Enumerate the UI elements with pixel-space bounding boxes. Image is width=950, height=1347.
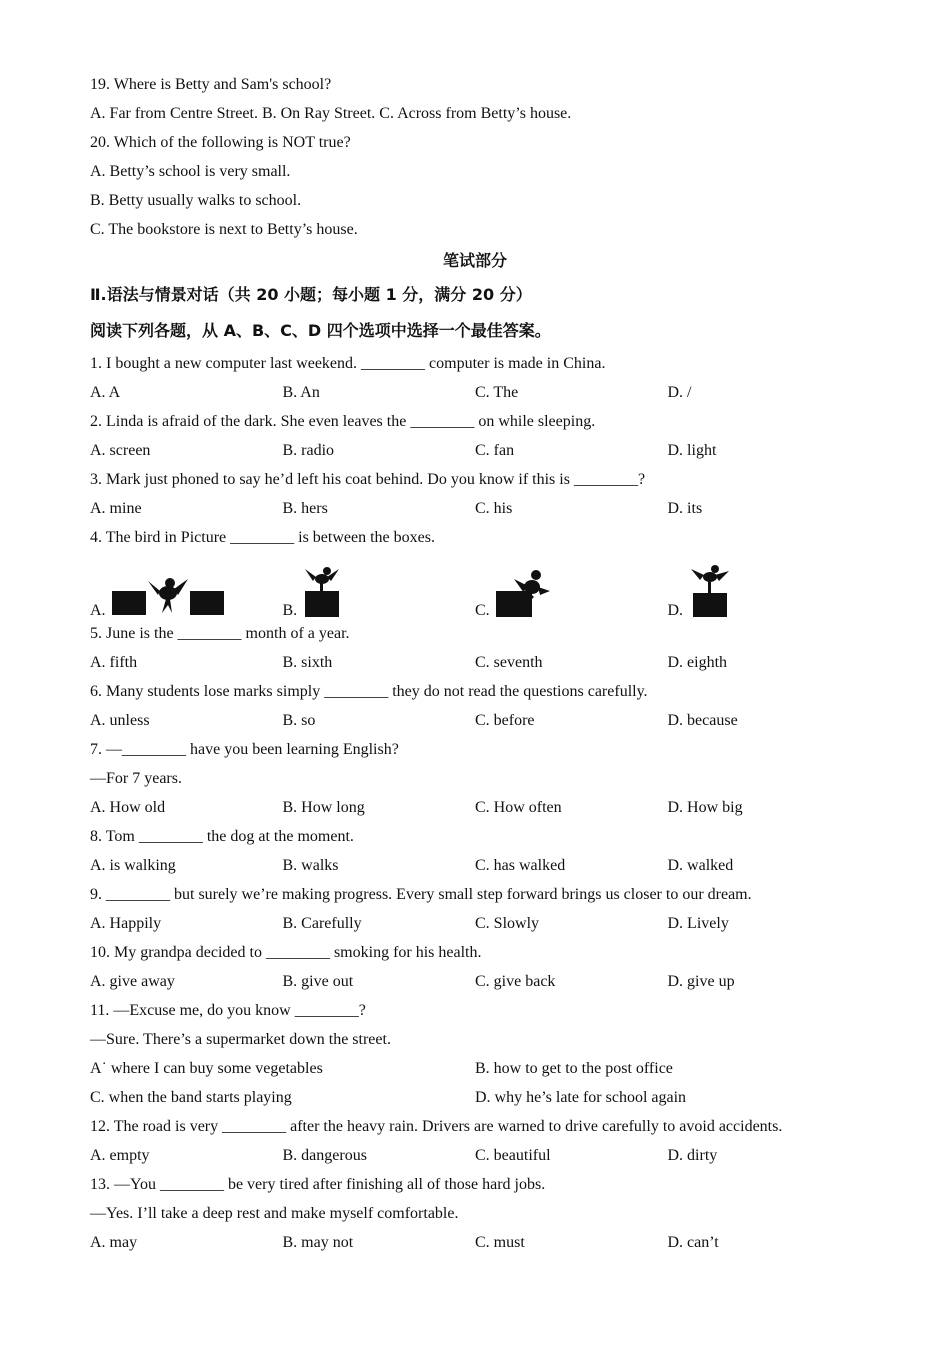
option-d: D. can’t [667,1234,719,1251]
option-d: D. / [667,384,692,401]
option-d: D. why he’s late for school again [475,1089,687,1106]
option-b: B. dangerous [282,1147,367,1164]
option-a: A. Happily [90,915,162,932]
option-c: C. must [475,1234,525,1251]
option-b: B. An [282,384,320,401]
option-a: A. give away [90,973,175,990]
option-c: C. The [475,384,519,401]
option-c: C. fan [475,442,515,459]
bird-between-boxes-picture [108,569,228,619]
picture-option-b [283,552,476,619]
q20-option-c: C. The bookstore is next to Betty’s house. [90,221,358,238]
picture-label-d: D. [667,602,684,619]
question-7-reply: —For 7 years. [90,770,182,787]
options-8 [90,851,860,880]
option-d: D. light [667,442,717,459]
option-b: B. may not [282,1234,354,1251]
option-d: D. How big [667,799,743,816]
question-13-reply: —Yes. I’ll take a deep rest and make myself comfortable. [90,1205,459,1222]
options-5 [90,648,860,677]
part-heading: Ⅱ.语法与情景对话（共 20 小题；每小题 1 分，满分 20 分） [90,285,532,304]
option-b: B. hers [282,500,328,517]
options-3 [90,494,860,523]
options-9 [90,909,860,938]
option-a: A. A [90,384,121,401]
options-13 [90,1228,860,1257]
question-8: 8. Tom ________ the dog at the moment. [90,828,354,845]
option-a: A. is walking [90,857,176,874]
option-a: A. mine [90,500,142,517]
question-4: 4. The bird in Picture ________ is between the boxes. [90,529,435,546]
options-4-pictures [90,552,860,619]
question-7: 7. —________ have you been learning English? [90,741,399,758]
section-title: 笔试部分 [442,251,507,270]
option-d: D. because [667,712,738,729]
picture-option-a [90,552,283,619]
option-d: D. dirty [667,1147,718,1164]
options-6 [90,706,860,735]
question-13: 13. —You ________ be very tired after finishing all of those hard jobs. [90,1176,546,1193]
q19-options: A. Far from Centre Street. B. On Ray Street. C. Across from Betty’s house. [90,105,572,122]
option-a: A. fifth [90,654,138,671]
option-a: A. may [90,1234,138,1251]
option-c: C. when the band starts playing [90,1089,292,1106]
picture-option-c [475,552,668,619]
exam-page [90,70,860,1257]
question-3: 3. Mark just phoned to say he’d left his coat behind. Do you know if this is ________? [90,471,646,488]
option-c: C. his [475,500,513,517]
q19-text: 19. Where is Betty and Sam's school? [90,76,332,93]
option-a: A. How old [90,799,166,816]
question-5: 5. June is the ________ month of a year. [90,625,350,642]
option-b: B. walks [282,857,339,874]
option-d: D. Lively [667,915,729,932]
question-2: 2. Linda is afraid of the dark. She even leaves the ________ on while sleeping. [90,413,596,430]
instruction: 阅读下列各题，从 A、B、C、D 四个选项中选择一个最佳答案。 [90,321,551,340]
options-1 [90,378,860,407]
option-b: B. sixth [282,654,333,671]
q20-option-a: A. Betty’s school is very small. [90,163,291,180]
q20-text: 20. Which of the following is NOT true? [90,134,351,151]
option-c: C. seventh [475,654,543,671]
option-c: C. before [475,712,535,729]
bird-above-box-picture [685,565,735,619]
options-11-row1 [90,1054,860,1083]
question-12: 12. The road is very ________ after the heavy rain. Drivers are warned to drive carefully to avoid accidents. [90,1118,783,1135]
option-c: C. give back [475,973,556,990]
option-b: B. How long [282,799,365,816]
option-b: B. radio [282,442,335,459]
picture-label-b: B. [282,602,298,619]
options-7 [90,793,860,822]
question-1: 1. I bought a new computer last weekend. ________ computer is made in China. [90,355,606,372]
option-c: C. Slowly [475,915,540,932]
bird-on-box-picture [299,565,349,619]
option-c: C. beautiful [475,1147,551,1164]
option-b: B. give out [282,973,354,990]
question-9: 9. ________ but surely we’re making progress. Every small step forward brings us closer to our dream. [90,886,752,903]
picture-label-a: A. [90,602,106,619]
question-6: 6. Many students lose marks simply ________ they do not read the questions carefully. [90,683,648,700]
question-10: 10. My grandpa decided to ________ smoking for his health. [90,944,482,961]
option-b: B. how to get to the post office [475,1060,673,1077]
picture-label-c: C. [475,602,490,619]
option-a: A. unless [90,712,150,729]
options-2 [90,436,860,465]
bird-beside-box-picture [492,565,552,619]
options-12 [90,1141,860,1170]
q20-option-b: B. Betty usually walks to school. [90,192,302,209]
option-a: A. empty [90,1147,150,1164]
question-11-reply: —Sure. There’s a supermarket down the street. [90,1031,391,1048]
options-10 [90,967,860,996]
option-d: D. eighth [667,654,728,671]
option-c: C. How often [475,799,562,816]
picture-option-d [668,552,861,619]
option-d: D. give up [667,973,735,990]
question-11: 11. —Excuse me, do you know ________? [90,1002,366,1019]
option-a: A˙ where I can buy some vegetables [90,1060,323,1077]
option-d: D. walked [667,857,734,874]
option-b: B. Carefully [282,915,362,932]
options-11-row2 [90,1083,860,1112]
option-c: C. has walked [475,857,566,874]
option-a: A. screen [90,442,151,459]
option-b: B. so [282,712,316,729]
option-d: D. its [667,500,703,517]
